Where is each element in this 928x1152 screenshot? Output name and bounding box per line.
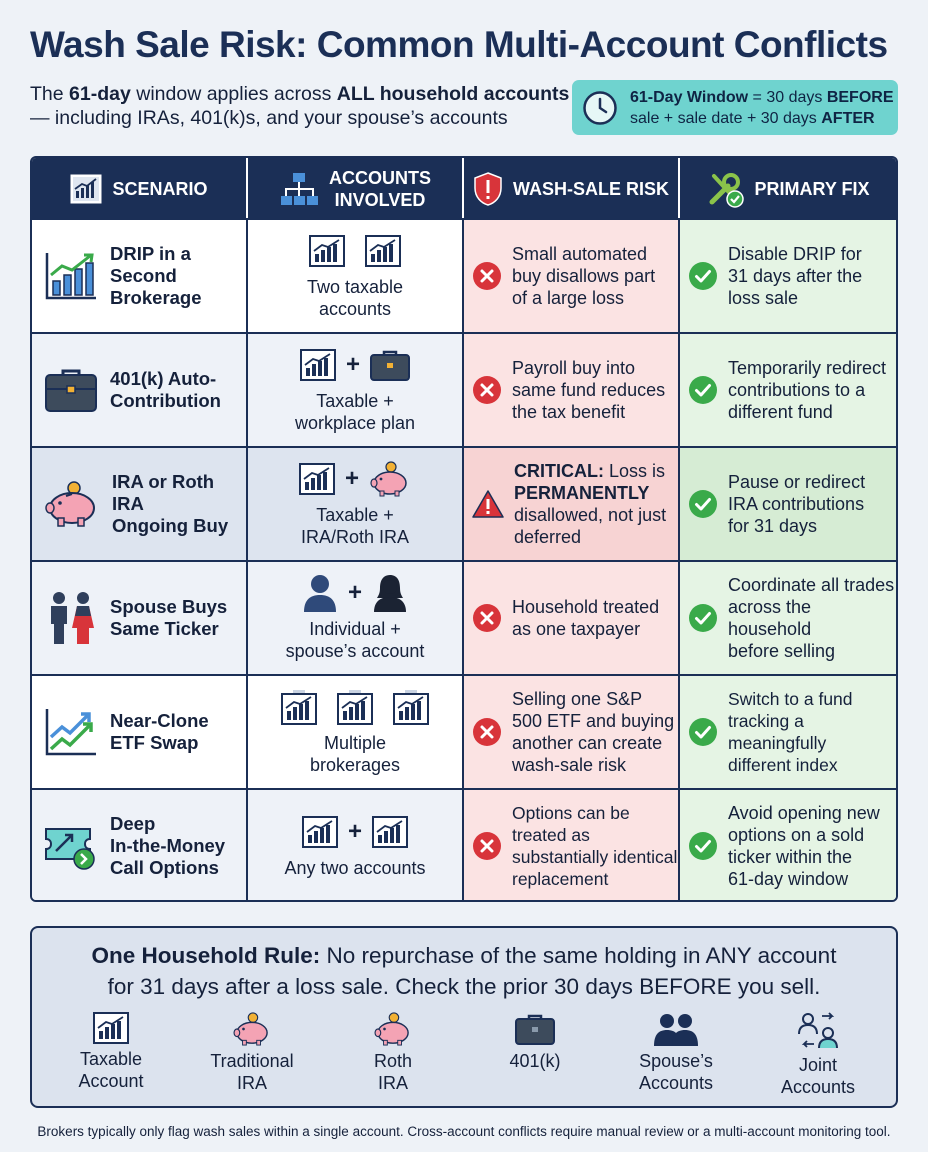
account-type-spouse: Spouse’s Accounts	[606, 1012, 746, 1094]
risk-cell	[464, 676, 680, 788]
footer-note: Brokers typically only flag wash sales within a single account. Cross-account conflicts require manual review or a multi-account monitoring tool.	[37, 1124, 891, 1139]
accounts-label: Two taxable accounts	[306, 277, 404, 319]
risk-text: Payroll buy into same fund reduces the tax benefit	[512, 358, 666, 422]
risk-text: CRITICAL: Loss is PERMANENTLY disallowed, not just deferred	[514, 461, 667, 547]
scenario-cell	[32, 790, 248, 902]
chart-icon	[44, 251, 98, 301]
trend-arrows-icon	[44, 707, 98, 757]
accounts-cell	[248, 334, 464, 446]
accounts-cell	[248, 448, 464, 560]
account-type-roth-ira: Roth IRA	[323, 1012, 463, 1094]
chart-icon	[299, 463, 335, 495]
risk-cell	[464, 562, 680, 674]
window-text: 61-Day Window = 30 days BEFORE sale + sale date + 30 days AFTER	[630, 88, 894, 127]
accounts-label: Any two accounts	[284, 858, 426, 878]
subtitle: The 61-day window applies across ALL household accounts — including IRAs, 401(k)s, and your spouse’s accounts	[30, 83, 570, 129]
fix-cell	[680, 334, 896, 446]
plus-icon: +	[344, 465, 359, 492]
window-callout	[572, 80, 898, 135]
page-title: Wash Sale Risk: Common Multi-Account Conflicts	[30, 24, 888, 65]
scenario-label: Deep In-the-Money Call Options	[110, 813, 226, 878]
scenario-cell	[32, 448, 248, 560]
brokerage-icon	[337, 689, 373, 725]
brokerage-icon	[281, 689, 317, 725]
risk-text: Small automated buy disallows part of a large loss	[512, 244, 656, 308]
table-row	[32, 788, 898, 902]
accounts-label: Multiple brokerages	[309, 733, 401, 775]
piggy-bank-icon	[373, 1012, 413, 1046]
plus-icon: +	[347, 818, 362, 845]
fix-cell	[680, 562, 896, 674]
fix-text: Temporarily redirect contributions to a different fund	[728, 358, 887, 422]
fix-text: Disable DRIP for 31 days after the loss sale	[728, 244, 863, 308]
conflicts-table	[30, 156, 898, 902]
scenario-label: 401(k) Auto- Contribution	[110, 368, 221, 411]
scenario-label: Near-Clone ETF Swap	[110, 710, 209, 753]
clock-icon	[582, 90, 618, 126]
header-scenario: SCENARIO	[32, 158, 248, 220]
account-type-taxable: Taxable Account	[41, 1012, 181, 1092]
joint-accounts-icon	[796, 1012, 840, 1050]
table-row	[32, 674, 898, 788]
fix-cell	[680, 790, 896, 902]
check-circle-icon	[688, 375, 718, 405]
chart-icon	[309, 235, 345, 267]
fix-text: Avoid opening new options on a sold ticker within the 61-day window	[728, 803, 880, 889]
risk-text: Household treated as one taxpayer	[512, 597, 660, 639]
accounts-label: Individual + spouse’s account	[285, 619, 425, 661]
fix-cell	[680, 676, 896, 788]
warning-triangle-icon	[472, 489, 504, 519]
header-accounts: ACCOUNTS INVOLVED	[248, 158, 464, 220]
shield-alert-icon	[473, 171, 503, 207]
check-circle-icon	[688, 489, 718, 519]
chart-icon	[70, 174, 102, 204]
account-type-401k: 401(k)	[465, 1012, 605, 1072]
scenario-cell	[32, 676, 248, 788]
risk-cell	[464, 220, 680, 332]
briefcase-icon	[515, 1012, 555, 1046]
x-circle-icon	[472, 375, 502, 405]
x-circle-icon	[472, 717, 502, 747]
chart-icon	[365, 235, 401, 267]
x-circle-icon	[472, 831, 502, 861]
accounts-cell	[248, 790, 464, 902]
chart-icon	[302, 816, 338, 848]
couple-icon	[651, 1012, 701, 1046]
scenario-cell	[32, 562, 248, 674]
briefcase-icon	[44, 367, 98, 413]
header-fix: PRIMARY FIX	[680, 158, 896, 220]
accounts-cell	[248, 562, 464, 674]
risk-cell	[464, 334, 680, 446]
chart-icon	[300, 349, 336, 381]
person-female-icon	[372, 574, 408, 612]
risk-cell	[464, 448, 680, 560]
table-row	[32, 446, 898, 560]
scenario-cell	[32, 334, 248, 446]
table-row	[32, 560, 898, 674]
risk-text: Selling one S&P 500 ETF and buying another can create wash-sale risk	[512, 689, 675, 775]
fix-text: Coordinate all trades across the household before selling	[728, 575, 895, 661]
account-type-joint: Joint Accounts	[748, 1012, 888, 1098]
scenario-cell	[32, 220, 248, 332]
check-circle-icon	[688, 261, 718, 291]
table-row	[32, 332, 898, 446]
hierarchy-icon	[279, 171, 319, 207]
risk-cell	[464, 790, 680, 902]
plus-icon: +	[347, 579, 362, 606]
briefcase-icon	[370, 349, 410, 381]
tools-check-icon	[706, 170, 744, 208]
household-rule-text: One Household Rule: No repurchase of the same holding in ANY account for 31 days after a loss sale. Check the prior 30 days BEFORE you sell.	[91, 943, 837, 999]
check-circle-icon	[688, 831, 718, 861]
plus-icon: +	[345, 351, 360, 378]
brokerage-icon	[393, 689, 429, 725]
fix-text: Pause or redirect IRA contributions for 31 days	[728, 472, 866, 536]
chart-icon	[372, 816, 408, 848]
fix-cell	[680, 220, 896, 332]
check-circle-icon	[688, 603, 718, 633]
scenario-label: Spouse Buys Same Ticker	[110, 596, 228, 639]
household-rule-box	[30, 926, 898, 1108]
scenario-label: IRA or Roth IRA Ongoing Buy	[112, 471, 229, 536]
check-circle-icon	[688, 717, 718, 747]
fix-cell	[680, 448, 896, 560]
x-circle-icon	[472, 261, 502, 291]
accounts-cell	[248, 676, 464, 788]
piggy-bank-icon	[44, 480, 100, 528]
account-type-traditional-ira: Traditional IRA	[182, 1012, 322, 1094]
accounts-cell	[248, 220, 464, 332]
header-risk: WASH-SALE RISK	[464, 158, 680, 220]
scenario-label: DRIP in a Second Brokerage	[110, 243, 202, 308]
account-types-row	[32, 1012, 896, 1102]
couple-icon	[44, 590, 98, 646]
accounts-label: Taxable + IRA/Roth IRA	[300, 505, 410, 547]
table-row	[32, 218, 898, 332]
table-header	[32, 158, 898, 220]
fix-text: Switch to a fund tracking a meaningfully different index	[728, 689, 853, 775]
piggy-bank-icon	[369, 461, 411, 497]
person-icon	[302, 574, 338, 612]
x-circle-icon	[472, 603, 502, 633]
chart-icon	[93, 1012, 129, 1044]
option-ticket-icon	[44, 821, 98, 871]
risk-text: Options can be treated as substantially identical replacement	[512, 803, 678, 889]
piggy-bank-icon	[232, 1012, 272, 1046]
accounts-label: Taxable + workplace plan	[294, 391, 416, 433]
